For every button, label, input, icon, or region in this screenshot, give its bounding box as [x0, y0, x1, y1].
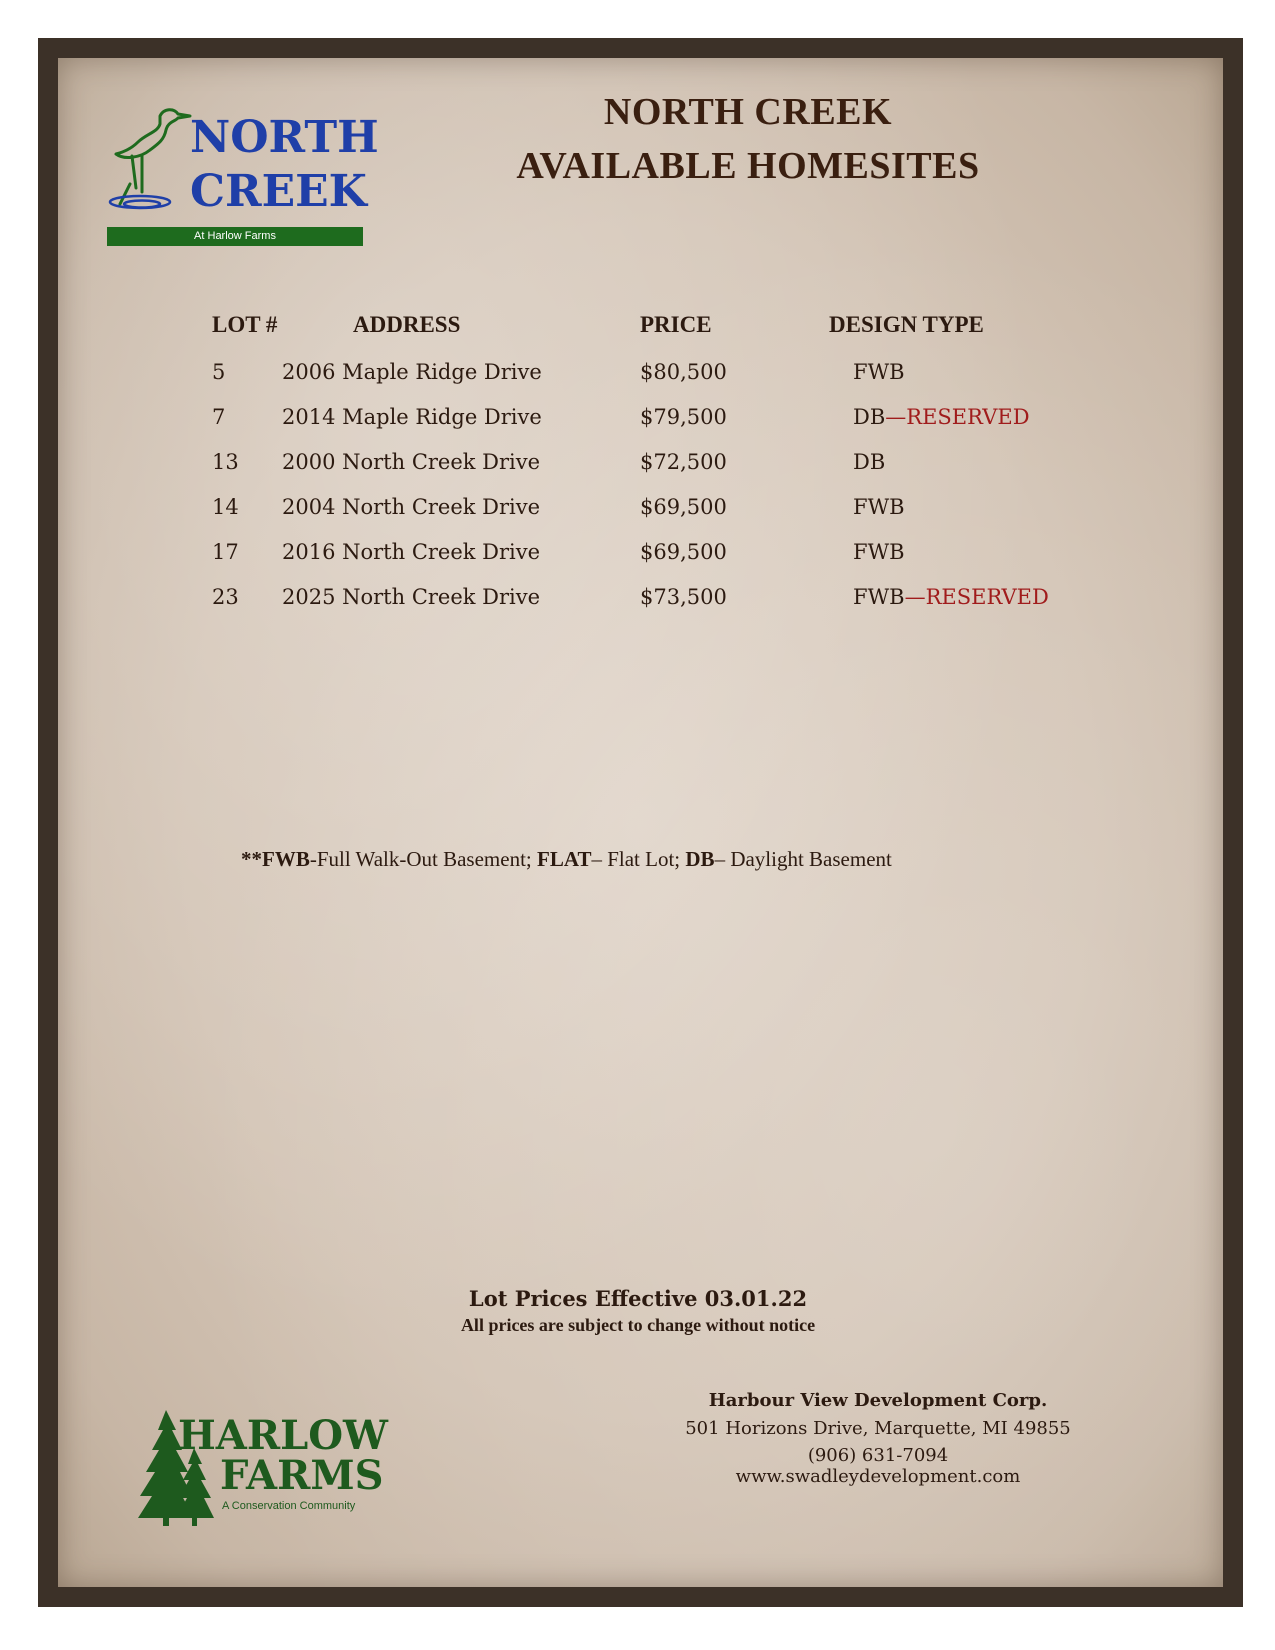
header-price: PRICE: [640, 312, 712, 337]
legend-db-abbr: DB: [685, 847, 715, 871]
cell-lot: 13: [212, 450, 239, 474]
reserved-status: —RESERVED: [885, 405, 1030, 429]
cell-design: [853, 450, 885, 474]
cell-lot: 17: [212, 540, 239, 564]
cell-price: $79,500: [640, 405, 727, 429]
cell-design: [853, 360, 905, 384]
legend-fwb-abbr: FWB: [262, 847, 310, 871]
logo-farms-text: FARMS: [220, 1452, 384, 1499]
design-code: FWB: [853, 495, 905, 519]
company-address: 501 Horizons Drive, Marquette, MI 49855: [685, 1418, 1071, 1439]
heron-icon: [102, 96, 192, 221]
logo-bottom-tagline: A Conservation Community: [222, 1500, 356, 1512]
legend-flat-text: – Flat Lot;: [591, 847, 686, 871]
cell-design: [853, 405, 1030, 429]
cell-address: 2025 North Creek Drive: [282, 585, 541, 609]
logo-tagline: At Harlow Farms: [107, 227, 363, 246]
logo-creek-text: CREEK: [190, 166, 367, 217]
cell-price: $80,500: [640, 360, 727, 384]
design-type-legend: [241, 847, 892, 872]
header-design-type: DESIGN TYPE: [829, 312, 984, 337]
harlow-farms-logo: [136, 1408, 406, 1538]
logo-harlow-text: HARLOW: [178, 1412, 388, 1459]
cell-address: 2000 North Creek Drive: [282, 450, 541, 474]
cell-lot: 7: [212, 405, 226, 429]
design-code: FWB: [853, 360, 905, 384]
design-code: DB: [853, 450, 886, 474]
cell-address: 2014 Maple Ridge Drive: [282, 405, 542, 429]
legend-db-text: – Daylight Basement: [714, 847, 892, 871]
cell-price: $72,500: [640, 450, 727, 474]
legend-flat-abbr: FLAT: [537, 847, 592, 871]
cell-design: [853, 585, 1049, 609]
header-address: ADDRESS: [353, 312, 461, 337]
cell-lot: 5: [212, 360, 226, 384]
cell-design: [853, 495, 905, 519]
prices-effective-date: Lot Prices Effective 03.01.22: [468, 1286, 808, 1311]
cell-price: $69,500: [640, 495, 727, 519]
cell-address: 2004 North Creek Drive: [282, 495, 541, 519]
cell-price: $69,500: [640, 540, 727, 564]
design-code: FWB: [853, 585, 905, 609]
cell-address: 2016 North Creek Drive: [282, 540, 541, 564]
reserved-status: —RESERVED: [904, 585, 1049, 609]
legend-prefix: **: [241, 847, 262, 871]
cell-address: 2006 Maple Ridge Drive: [282, 360, 542, 384]
price-change-notice: All prices are subject to change without notice: [460, 1315, 816, 1335]
cell-design: [853, 540, 905, 564]
page-frame: [38, 38, 1243, 1607]
legend-fwb-text: -Full Walk-Out Basement;: [309, 847, 537, 871]
design-code: FWB: [853, 540, 905, 564]
company-contact: (906) 631-7094 www.swadleydevelopment.com: [735, 1445, 1021, 1487]
cell-lot: 14: [212, 495, 239, 519]
page-title-line2: AVAILABLE HOMESITES: [516, 145, 980, 187]
design-code: DB: [853, 405, 886, 429]
page-title-line1: NORTH CREEK: [603, 91, 893, 133]
logo-north-text: NORTH: [190, 112, 379, 163]
north-creek-logo: [102, 88, 379, 242]
header-lot: LOT #: [212, 312, 278, 337]
document-paper: [58, 58, 1223, 1587]
cell-lot: 23: [212, 585, 239, 609]
company-name: Harbour View Development Corp.: [708, 1390, 1048, 1411]
cell-price: $73,500: [640, 585, 727, 609]
